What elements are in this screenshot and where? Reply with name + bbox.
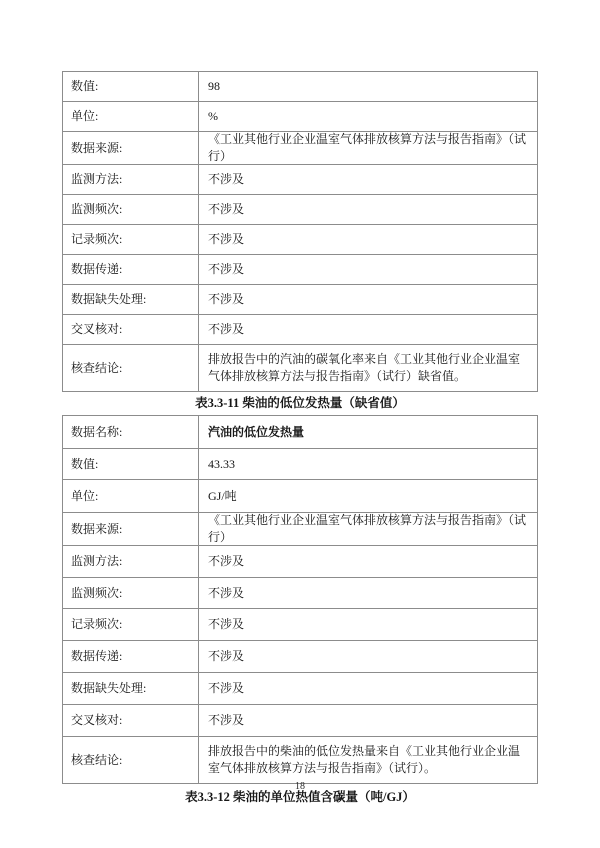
- field-value: 不涉及: [208, 262, 245, 277]
- field-label: 交叉核对:: [63, 705, 199, 736]
- table-row: [63, 736, 537, 783]
- field-label: 数据缺失处理:: [63, 285, 199, 314]
- field-label: 核查结论:: [63, 345, 199, 391]
- field-value: 不涉及: [208, 713, 245, 728]
- table-row: [63, 284, 537, 314]
- field-label: 数据传递:: [63, 641, 199, 672]
- field-value: 不涉及: [208, 232, 245, 247]
- field-value: 不涉及: [208, 172, 245, 187]
- field-value: 不涉及: [208, 322, 245, 337]
- table-row: [63, 479, 537, 512]
- field-value: 汽油的低位发热量: [208, 424, 305, 439]
- data-table-2: [62, 415, 538, 784]
- table-row: [63, 72, 537, 101]
- field-value: 不涉及: [208, 649, 245, 664]
- field-value: 不涉及: [208, 617, 245, 632]
- table-caption-3-3-11: 表3.3-11 柴油的低位发热量（缺省值）: [195, 396, 405, 410]
- page-content: [62, 71, 538, 809]
- field-label: 数据来源:: [63, 513, 199, 545]
- field-value: 98: [208, 79, 220, 94]
- field-label: 监测频次:: [63, 195, 199, 224]
- table-row: [63, 640, 537, 672]
- field-label: 监测方法:: [63, 546, 199, 577]
- table-row: [63, 224, 537, 254]
- field-value: 排放报告中的汽油的碳氧化率来自《工业其他行业企业温室气体排放核算方法与报告指南》（试行）缺省值。: [208, 352, 521, 383]
- field-value: GJ/吨: [208, 488, 237, 503]
- field-value: %: [208, 109, 218, 124]
- field-label: 记录频次:: [63, 609, 199, 640]
- field-label: 记录频次:: [63, 225, 199, 254]
- data-table-1: [62, 71, 538, 392]
- table-row: [63, 672, 537, 704]
- field-value: 43.33: [208, 456, 235, 471]
- table-row: [63, 344, 537, 391]
- field-label: 数据来源:: [63, 132, 199, 164]
- field-label: 监测方法:: [63, 165, 199, 194]
- field-label: 核查结论:: [63, 737, 199, 783]
- page-number: 18: [295, 781, 305, 792]
- field-label: 数据传递:: [63, 255, 199, 284]
- table-caption-3-3-12: 表3.3-12 柴油的单位热值含碳量（吨/GJ）: [185, 790, 415, 804]
- field-value: 排放报告中的柴油的低位发热量来自《工业其他行业企业温室气体排放核算方法与报告指南》（试行）。: [208, 744, 521, 775]
- field-value: 不涉及: [208, 202, 245, 217]
- table-row: [63, 416, 537, 448]
- field-label: 交叉核对:: [63, 315, 199, 344]
- table-row: [63, 131, 537, 164]
- field-label: 数值:: [63, 72, 199, 101]
- table-row: [63, 512, 537, 545]
- field-label: 数值:: [63, 449, 199, 479]
- table-row: [63, 448, 537, 479]
- table-row: [63, 254, 537, 284]
- field-label: 数据缺失处理:: [63, 673, 199, 704]
- field-value: 《工业其他行业企业温室气体排放核算方法与报告指南》（试行）: [208, 513, 527, 544]
- table-row: [63, 164, 537, 194]
- table-row: [63, 101, 537, 131]
- field-value: 不涉及: [208, 554, 245, 569]
- table-row: [63, 608, 537, 640]
- table-row: [63, 577, 537, 608]
- table-row: [63, 704, 537, 736]
- table-row: [63, 194, 537, 224]
- field-label: 数据名称:: [63, 416, 199, 448]
- field-value: 不涉及: [208, 585, 245, 600]
- table-row: [63, 314, 537, 344]
- field-value: 不涉及: [208, 292, 245, 307]
- field-value: 《工业其他行业企业温室气体排放核算方法与报告指南》（试行）: [208, 132, 527, 163]
- field-label: 监测频次:: [63, 578, 199, 608]
- field-value: 不涉及: [208, 681, 245, 696]
- field-label: 单位:: [63, 102, 199, 131]
- table-row: [63, 545, 537, 577]
- field-label: 单位:: [63, 480, 199, 512]
